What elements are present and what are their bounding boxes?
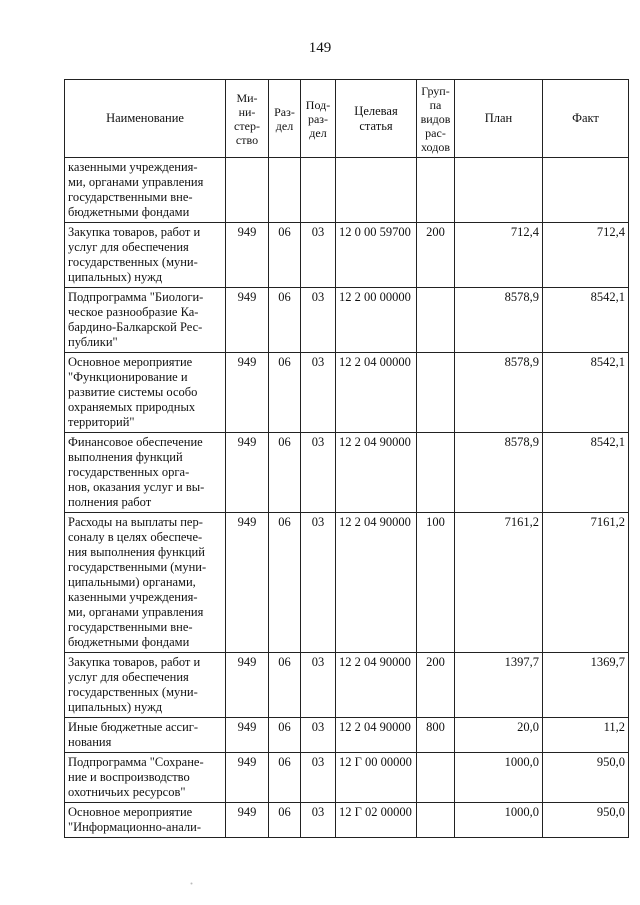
table-row	[65, 223, 629, 288]
row-group: 100	[417, 513, 455, 653]
row-subsection	[301, 158, 336, 223]
row-section: 06	[269, 718, 301, 753]
row-fact: 8542,1	[543, 433, 629, 513]
row-plan: 8578,9	[455, 433, 543, 513]
row-plan: 1000,0	[455, 753, 543, 803]
page-number: 149	[308, 40, 332, 56]
header-subsection: Под- раз- дел	[301, 80, 336, 158]
row-plan: 1397,7	[455, 653, 543, 718]
table-row	[65, 158, 629, 223]
row-target: 12 2 00 00000	[336, 288, 417, 353]
row-ministry: 949	[226, 753, 269, 803]
scan-dot-mark	[190, 882, 193, 885]
row-target	[336, 158, 417, 223]
row-fact	[543, 158, 629, 223]
row-ministry: 949	[226, 433, 269, 513]
row-group: 800	[417, 718, 455, 753]
row-group	[417, 288, 455, 353]
row-section: 06	[269, 288, 301, 353]
row-subsection: 03	[301, 288, 336, 353]
header-expense-group: Груп- па видов рас- ходов	[417, 80, 455, 158]
header-target: Целевая статья	[336, 80, 417, 158]
row-section: 06	[269, 803, 301, 838]
row-name: Основное мероприятие "Информационно-анали-	[65, 803, 226, 838]
row-ministry: 949	[226, 653, 269, 718]
row-fact: 950,0	[543, 753, 629, 803]
header-name: Наименование	[65, 80, 226, 158]
row-target: 12 Г 02 00000	[336, 803, 417, 838]
row-group	[417, 433, 455, 513]
header-row	[65, 80, 629, 158]
header-fact: Факт	[543, 80, 629, 158]
row-name: Подпрограмма "Сохране- ние и воспроизводство охотничьих ресурсов"	[65, 753, 226, 803]
row-plan	[455, 158, 543, 223]
row-subsection: 03	[301, 653, 336, 718]
row-target: 12 2 04 00000	[336, 353, 417, 433]
row-group: 200	[417, 653, 455, 718]
row-subsection: 03	[301, 718, 336, 753]
row-section: 06	[269, 223, 301, 288]
row-group	[417, 803, 455, 838]
row-name: Расходы на выплаты пер- соналу в целях обеспече- ния выполнения функций государственными (муни- ципальными) органами, казенными учреждения- ми, органами управления государственными вне- бюджетными фондами	[65, 513, 226, 653]
row-section: 06	[269, 753, 301, 803]
row-ministry: 949	[226, 718, 269, 753]
row-target: 12 0 00 59700	[336, 223, 417, 288]
row-plan: 20,0	[455, 718, 543, 753]
header-section: Раз- дел	[269, 80, 301, 158]
row-subsection: 03	[301, 433, 336, 513]
row-plan: 8578,9	[455, 288, 543, 353]
table-row	[65, 433, 629, 513]
row-name: Закупка товаров, работ и услуг для обеспечения государственных (муни- ципальных) нужд	[65, 653, 226, 718]
row-subsection: 03	[301, 753, 336, 803]
row-plan: 7161,2	[455, 513, 543, 653]
row-ministry: 949	[226, 803, 269, 838]
table-row	[65, 353, 629, 433]
row-subsection: 03	[301, 513, 336, 653]
row-name: Закупка товаров, работ и услуг для обеспечения государственных (муни- ципальных) нужд	[65, 223, 226, 288]
row-fact: 1369,7	[543, 653, 629, 718]
row-group	[417, 753, 455, 803]
row-fact: 712,4	[543, 223, 629, 288]
table-row	[65, 803, 629, 838]
row-fact: 8542,1	[543, 353, 629, 433]
row-name: Иные бюджетные ассиг- нования	[65, 718, 226, 753]
row-ministry	[226, 158, 269, 223]
row-fact: 11,2	[543, 718, 629, 753]
row-section: 06	[269, 653, 301, 718]
row-plan: 1000,0	[455, 803, 543, 838]
row-section: 06	[269, 513, 301, 653]
row-target: 12 Г 00 00000	[336, 753, 417, 803]
row-target: 12 2 04 90000	[336, 433, 417, 513]
row-group	[417, 353, 455, 433]
row-section: 06	[269, 353, 301, 433]
row-fact: 7161,2	[543, 513, 629, 653]
row-name: Основное мероприятие "Функционирование и развитие системы особо охраняемых природных территорий"	[65, 353, 226, 433]
row-fact: 8542,1	[543, 288, 629, 353]
row-subsection: 03	[301, 803, 336, 838]
table-row	[65, 513, 629, 653]
row-target: 12 2 04 90000	[336, 513, 417, 653]
header-ministry: Ми- ни- стер- ство	[226, 80, 269, 158]
table-row	[65, 288, 629, 353]
row-name: Подпрограмма "Биологи- ческое разнообразие Ка- бардино-Балкарской Рес- публики"	[65, 288, 226, 353]
row-plan: 8578,9	[455, 353, 543, 433]
header-plan: План	[455, 80, 543, 158]
row-plan: 712,4	[455, 223, 543, 288]
row-name: Финансовое обеспечение выполнения функций государственных орга- нов, оказания услуг и вы- полнения работ	[65, 433, 226, 513]
row-fact: 950,0	[543, 803, 629, 838]
row-group	[417, 158, 455, 223]
row-target: 12 2 04 90000	[336, 653, 417, 718]
budget-table	[64, 79, 629, 838]
row-ministry: 949	[226, 353, 269, 433]
row-section	[269, 158, 301, 223]
row-name: казенными учреждения- ми, органами управления государственными вне- бюджетными фондами	[65, 158, 226, 223]
row-section: 06	[269, 433, 301, 513]
row-subsection: 03	[301, 353, 336, 433]
table-row	[65, 753, 629, 803]
row-target: 12 2 04 90000	[336, 718, 417, 753]
row-subsection: 03	[301, 223, 336, 288]
table-row	[65, 718, 629, 753]
table-row	[65, 653, 629, 718]
row-ministry: 949	[226, 513, 269, 653]
row-group: 200	[417, 223, 455, 288]
row-ministry: 949	[226, 223, 269, 288]
row-ministry: 949	[226, 288, 269, 353]
